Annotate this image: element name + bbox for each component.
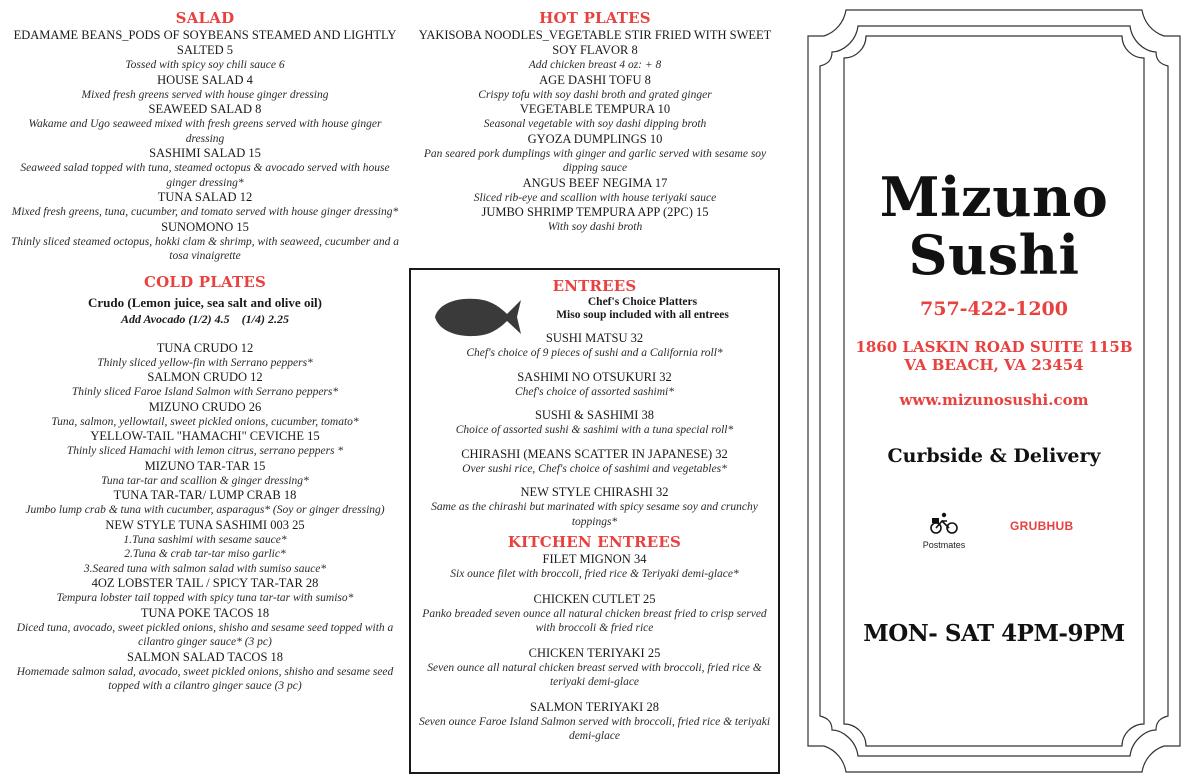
menu-item: [6, 606, 404, 650]
menu-item-name: SASHIMI NO OTSUKURI 32: [517, 369, 672, 384]
menu-item: [411, 592, 778, 636]
menu-item-name: YAKISOBA NOODLES_VEGETABLE STIR FRIED WITH SWEET SOY FLAVOR 8: [418, 28, 772, 57]
miso-note: Miso soup included with all entrees: [556, 309, 729, 321]
postmates-courier-icon: [929, 512, 959, 534]
menu-item-description: Over sushi rice, Chef's choice of sashimi and vegetables*: [462, 462, 727, 475]
menu-item-name: SASHIMI SALAD 15: [149, 146, 261, 160]
menu-item-description: Pan seared pork dumplings with ginger and garlic served with sesame soy dipping sauce: [423, 147, 767, 174]
menu-item: [6, 341, 404, 371]
chef-choice-note: [411, 296, 778, 322]
menu-item-description: Seven ounce Faroe Island Salmon served with broccoli, fried rice & teriyaki demi-glace: [418, 715, 771, 742]
menu-item-description: Sliced rib-eye and scallion with house teriyaki sauce: [473, 191, 717, 204]
menu-item: [6, 220, 404, 264]
menu-item: [6, 370, 404, 400]
phone-number[interactable]: 757-422-1200: [920, 298, 1068, 320]
menu-item-description: Tossed with spicy soy chili sauce 6: [125, 59, 285, 71]
menu-item-name: YELLOW-TAIL "HAMACHI" CEVICHE 15: [90, 429, 320, 443]
menu-item-name: JUMBO SHRIMP TEMPURA APP (2PC) 15: [481, 205, 709, 219]
menu-item-name: TUNA POKE TACOS 18: [140, 605, 270, 620]
menu-item: [410, 205, 780, 235]
entrees-heading: ENTREES: [552, 277, 637, 295]
menu-item-description: Tuna tar-tar and scallion & ginger dressing*: [101, 474, 309, 487]
menu-item-name: SUSHI MATSU 32: [545, 331, 644, 345]
cold-plates-items: [6, 341, 404, 694]
menu-item-description: Panko breaded seven ounce all natural chicken breast fried to crisp served with broccoli & fried rice: [422, 607, 767, 634]
middle-menu-column: [410, 8, 780, 235]
menu-item-description: Thinly sliced steamed octopus, hokki clam & shrimp, with seaweed, cucumber and a tosa vinaigrette: [10, 235, 400, 262]
menu-item-description: Mixed fresh greens served with house ginger dressing: [81, 88, 329, 101]
menu-item-description: Tuna, salmon, yellowtail, sweet pickled onions, cucumber, tomato*: [51, 415, 359, 428]
restaurant-info-panel: [806, 8, 1182, 774]
menu-item-name: AGE DASHI TOFU 8: [539, 72, 651, 87]
left-menu-column: [6, 8, 404, 694]
menu-item-description: Homemade salmon salad, avocado, sweet pickled onions, shisho and sesame seed topped with a cilantro ginger sauce (3 pc): [16, 665, 394, 692]
menu-item: [411, 700, 778, 744]
entrees-content: [411, 276, 778, 744]
brand-name-line1: Mizuno: [879, 165, 1109, 229]
brand-name-line2: Sushi: [908, 223, 1080, 287]
menu-item-name: GYOZA DUMPLINGS 10: [527, 131, 663, 146]
grubhub-logo[interactable]: GRUBHUB: [1010, 519, 1074, 533]
menu-item-description: Thinly sliced yellow-fin with Serrano peppers*: [97, 356, 313, 369]
hot-plates-heading: HOT PLATES: [539, 9, 651, 27]
website-link[interactable]: www.mizunosushi.com: [899, 391, 1089, 409]
menu-item-description: Thinly sliced Hamachi with lemon citrus, serrano peppers *: [66, 445, 344, 457]
menu-item-description: 1.Tuna sashimi with sesame sauce* 2.Tuna & crab tar-tar miso garlic* 3.Seared tuna with salmon salad with sumiso sauce*: [83, 533, 327, 575]
menu-item: [411, 485, 778, 529]
menu-item: [6, 102, 404, 146]
menu-item: [411, 646, 778, 690]
menu-item: [6, 429, 404, 459]
postmates-label: Postmates: [922, 540, 966, 550]
menu-item-name: SUNOMONO 15: [161, 219, 249, 234]
entrees-box: [409, 268, 780, 774]
menu-item-name: MIZUNO TAR-TAR 15: [144, 458, 266, 473]
menu-item-description: Jumbo lump crab & tuna with cucumber, asparagus* (Soy or ginger dressing): [25, 504, 385, 516]
menu-item: [410, 176, 780, 206]
panel-content: [806, 8, 1182, 774]
menu-item-name: EDAMAME BEANS_PODS OF SOYBEANS STEAMED AND LIGHTLY SALTED 5: [13, 28, 397, 57]
menu-item-description: Crispy tofu with soy dashi broth and grated ginger: [478, 88, 712, 101]
menu-item: [411, 331, 778, 361]
kitchen-entrees-items: [411, 552, 778, 744]
menu-item-name: CHICKEN CUTLET 25: [533, 591, 656, 606]
cold-plates-heading: COLD PLATES: [143, 272, 267, 291]
menu-item-name: FILET MIGNON 34: [542, 552, 647, 566]
chef-choice-title: Chef's Choice Platters: [587, 296, 698, 308]
menu-item-name: 4OZ LOBSTER TAIL / SPICY TAR-TAR 28: [91, 576, 319, 590]
menu-item: [6, 488, 404, 518]
hot-plates-items: [410, 28, 780, 235]
menu-item-name: SEAWEED SALAD 8: [148, 102, 262, 116]
menu-item-name: SALMON CRUDO 12: [147, 370, 263, 384]
menu-item-description: Thinly sliced Faroe Island Salmon with Serrano peppers*: [71, 386, 339, 398]
menu-item-description: Wakame and Ugo seaweed mixed with fresh greens served with house ginger dressing: [28, 118, 382, 145]
salad-heading: SALAD: [175, 9, 235, 27]
service-options: Curbside & Delivery: [887, 445, 1101, 467]
menu-item-name: CHICKEN TERIYAKI 25: [528, 645, 661, 660]
menu-item-name: ANGUS BEEF NEGIMA 17: [522, 175, 668, 190]
postmates-logo[interactable]: [914, 512, 974, 550]
menu-item-description: Tempura lobster tail topped with spicy tuna tar-tar with sumiso*: [56, 592, 354, 604]
crudo-title: Crudo (Lemon juice, sea salt and olive oil): [88, 294, 322, 310]
menu-item-name: HOUSE SALAD 4: [157, 72, 253, 87]
menu-item: [411, 370, 778, 400]
menu-item-description: Chef's choice of 9 pieces of sushi and a California roll*: [466, 347, 723, 359]
menu-item-name: SUSHI & SASHIMI 38: [534, 408, 655, 422]
menu-item-description: Choice of assorted sushi & sashimi with a tuna special roll*: [455, 424, 734, 436]
cold-plates-section: [6, 272, 404, 694]
menu-item: [6, 28, 404, 73]
menu-item-description: Mixed fresh greens, tuna, cucumber, and tomato served with house ginger dressing*: [11, 206, 399, 218]
menu-item-name: TUNA SALAD 12: [157, 190, 253, 204]
menu-item: [6, 576, 404, 606]
menu-item-description: Chef's choice of assorted sashimi*: [515, 385, 674, 398]
menu-item: [411, 552, 778, 582]
menu-item: [6, 73, 404, 103]
menu-item-name: NEW STYLE TUNA SASHIMI 003 25: [105, 517, 305, 532]
address-line1: 1860 LASKIN ROAD SUITE 115B: [855, 338, 1133, 356]
salad-section: [6, 8, 404, 264]
menu-item-name: TUNA CRUDO 12: [156, 340, 254, 355]
menu-item: [6, 459, 404, 489]
menu-item: [410, 132, 780, 176]
menu-item-name: CHIRASHI (MEANS SCATTER IN JAPANESE) 32: [461, 446, 728, 461]
menu-item-name: NEW STYLE CHIRASHI 32: [520, 485, 669, 499]
hot-plates-section: [410, 8, 780, 235]
menu-item: [6, 190, 404, 220]
menu-item-name: SALMON TERIYAKI 28: [530, 699, 659, 714]
menu-item: [6, 400, 404, 430]
menu-item: [410, 73, 780, 103]
menu-item: [6, 146, 404, 190]
menu-item: [410, 28, 780, 73]
menu-item-name: MIZUNO CRUDO 26: [148, 399, 262, 414]
entrees-items: [411, 331, 778, 529]
menu-item: [411, 408, 778, 438]
address-line2: VA BEACH, VA 23454: [904, 356, 1084, 374]
menu-item-description: Seasonal vegetable with soy dashi dipping broth: [483, 118, 707, 130]
menu-item-description: Six ounce filet with broccoli, fried rice & Teriyaki demi-glace*: [450, 568, 739, 580]
menu-item-description: Seven ounce all natural chicken breast served with broccoli, fried rice & teriyaki demi-glace: [427, 661, 762, 688]
salad-items: [6, 28, 404, 264]
menu-item-name: TUNA TAR-TAR/ LUMP CRAB 18: [113, 488, 297, 502]
menu-item-description: Seaweed salad topped with tuna, steamed octopus & avocado served with house ginger dressing*: [20, 162, 390, 189]
menu-item: [411, 447, 778, 477]
menu-item: [6, 518, 404, 577]
opening-hours: MON- SAT 4PM-9PM: [863, 620, 1125, 647]
menu-item-description: Same as the chirashi but marinated with spicy sesame soy and crunchy toppings*: [431, 501, 758, 528]
menu-item-description: Add chicken breast 4 oz: + 8: [528, 59, 662, 71]
menu-item-description: With soy dashi broth: [547, 221, 643, 233]
menu-item-name: SALMON SALAD TACOS 18: [126, 649, 284, 664]
menu-item-name: VEGETABLE TEMPURA 10: [519, 102, 671, 116]
kitchen-entrees-heading: KITCHEN ENTREES: [507, 533, 682, 551]
menu-item: [6, 650, 404, 694]
menu-item: [410, 102, 780, 132]
crudo-avocado-addon: Add Avocado (1/2) 4.5 (1/4) 2.25: [121, 311, 289, 326]
menu-item-description: Diced tuna, avocado, sweet pickled onions, shisho and sesame seed topped with a cilantro ginger sauce* (3 pc): [16, 621, 394, 648]
